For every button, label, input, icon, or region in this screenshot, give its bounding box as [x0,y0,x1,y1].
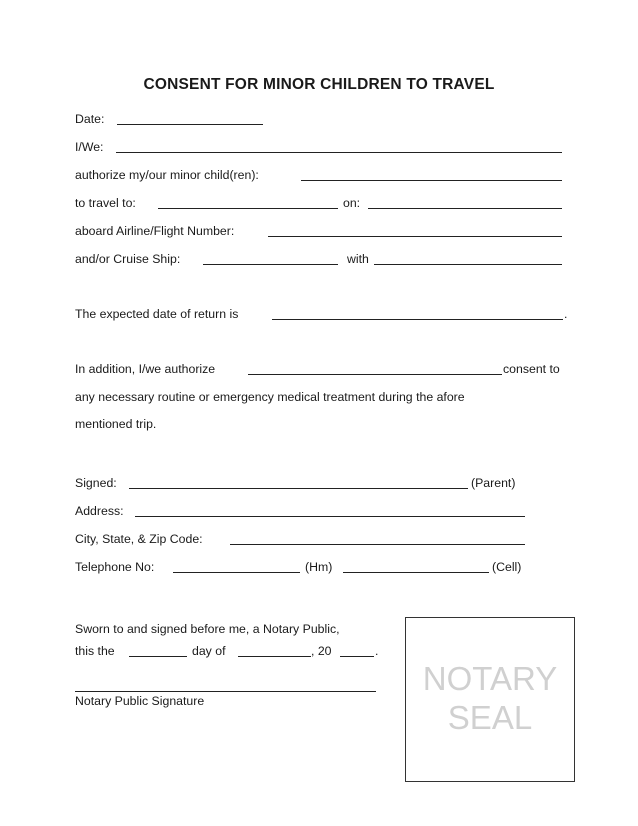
return-date-blank[interactable] [272,319,563,320]
home-phone-blank[interactable] [173,572,300,573]
travel-date-blank[interactable] [368,208,562,209]
seal-text-notary: NOTARY [422,660,558,697]
address-blank[interactable] [135,516,525,517]
date-label: Date: [75,112,105,126]
airline-blank[interactable] [268,236,562,237]
address-label: Address: [75,504,124,518]
city-label: City, State, & Zip Code: [75,532,203,546]
this-the-label: this the [75,644,115,658]
year-blank[interactable] [340,656,374,657]
travel-to-label: to travel to: [75,196,136,210]
cell-phone-blank[interactable] [343,572,489,573]
authorize-label: authorize my/our minor child(ren): [75,168,259,182]
cruise-label: and/or Cruise Ship: [75,252,181,266]
child-names-blank[interactable] [301,180,562,181]
medical-text-line2: any necessary routine or emergency medical treatment during the afore [75,390,465,404]
on-label: on: [343,196,361,210]
year-period: . [375,644,379,658]
iwe-label: I/We: [75,140,104,154]
city-blank[interactable] [230,544,525,545]
form-title: CONSENT FOR MINOR CHILDREN TO TRAVEL [143,76,495,93]
iwe-blank[interactable] [116,152,562,153]
signed-label: Signed: [75,476,117,490]
authorized-person-blank[interactable] [248,374,502,375]
with-label: with [347,252,369,266]
airline-label: aboard Airline/Flight Number: [75,224,235,238]
sworn-text: Sworn to and signed before me, a Notary Public, [75,622,340,636]
cell-label: (Cell) [492,560,522,574]
notary-signature-label: Notary Public Signature [75,694,205,708]
seal-text-seal: SEAL [447,699,533,736]
notary-seal-box [405,617,575,782]
telephone-label: Telephone No: [75,560,155,574]
day-blank[interactable] [129,656,187,657]
medical-text-line3: mentioned trip. [75,417,157,431]
with-blank[interactable] [374,264,562,265]
consent-to-label: consent to [503,362,560,376]
parent-label: (Parent) [471,476,516,490]
return-label: The expected date of return is [75,307,239,321]
date-blank[interactable] [117,124,263,125]
return-period: . [564,307,568,321]
month-blank[interactable] [238,656,311,657]
day-of-label: day of [192,644,226,658]
year-prefix: , 20 [311,644,332,658]
cruise-blank[interactable] [203,264,338,265]
addition-label: In addition, I/we authorize [75,362,216,376]
parent-signature-blank[interactable] [129,488,468,489]
hm-label: (Hm) [305,560,333,574]
destination-blank[interactable] [158,208,338,209]
